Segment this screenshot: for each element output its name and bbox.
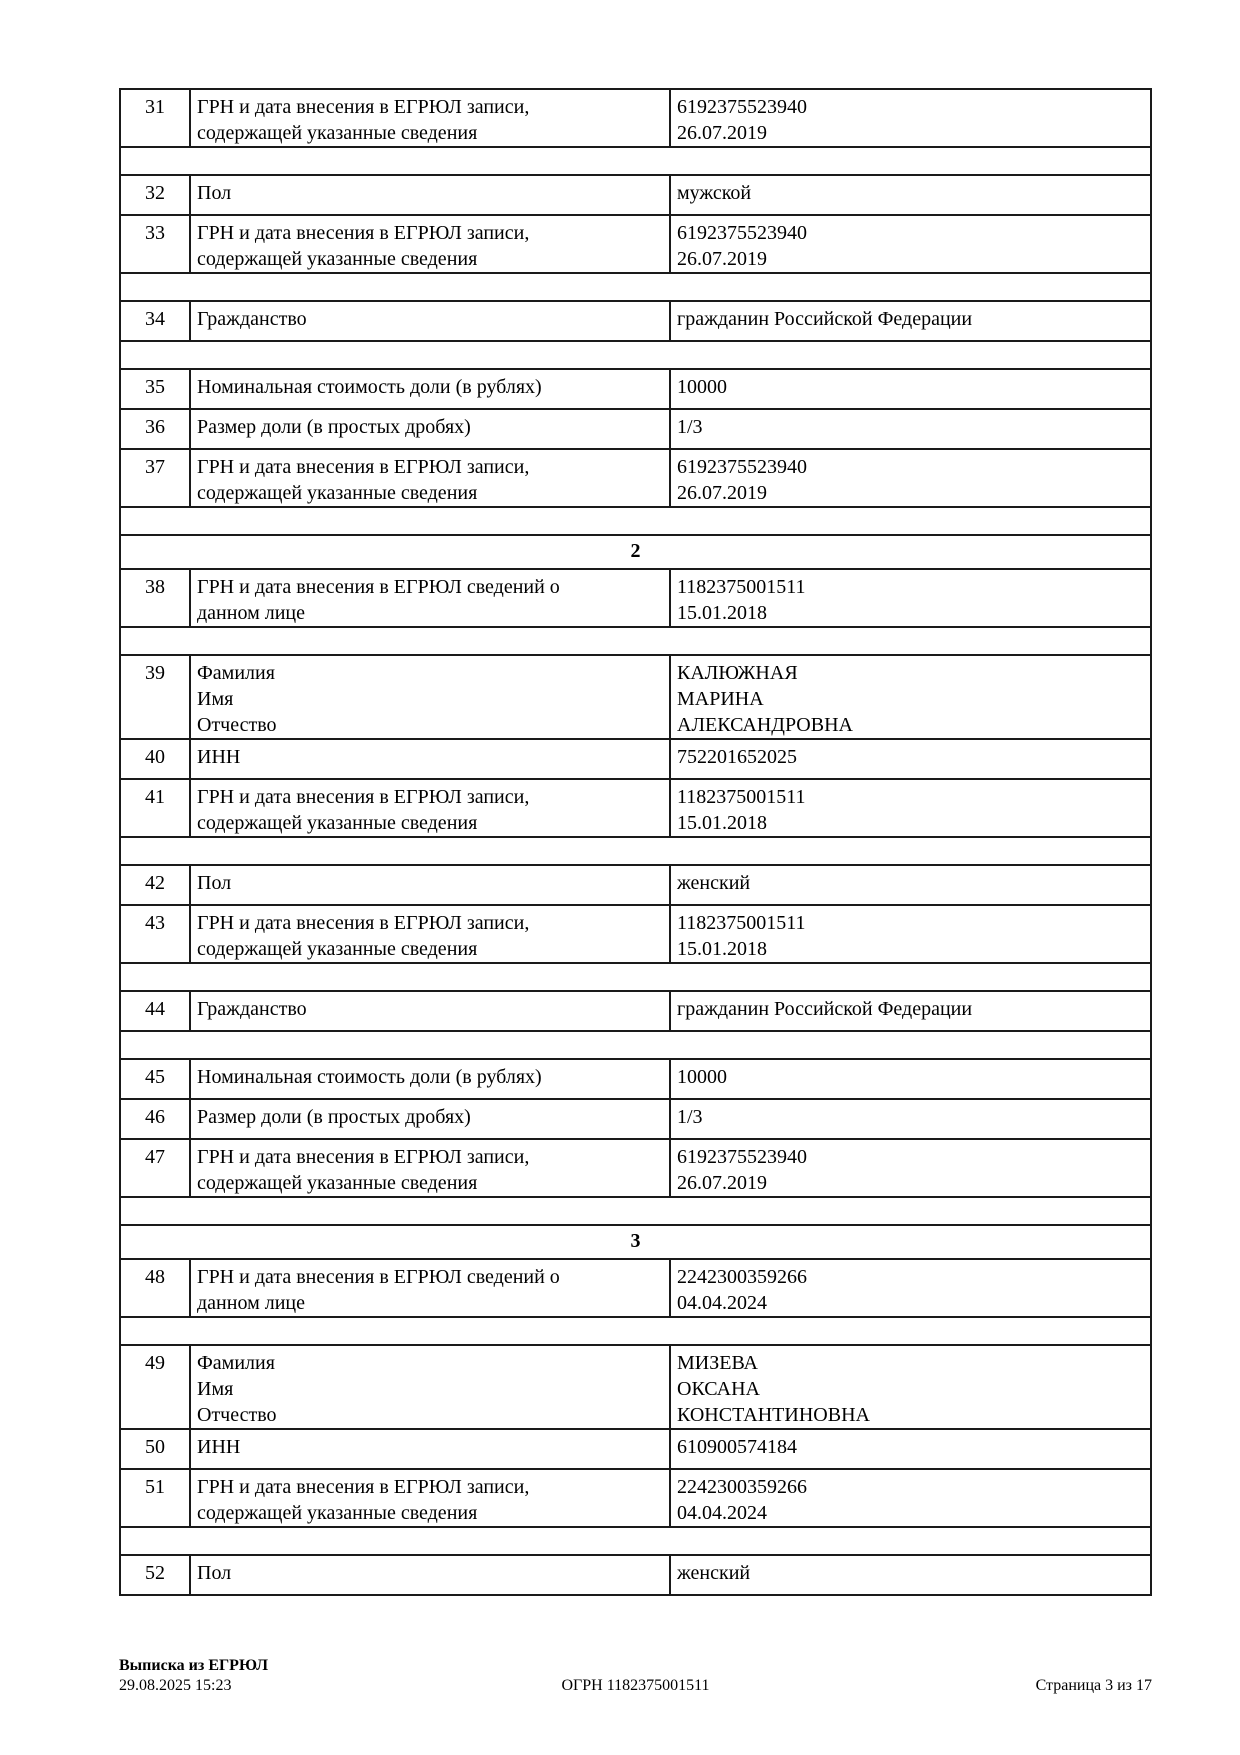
row-value-cell: 1/3 <box>669 1100 1150 1138</box>
spacer-row <box>121 508 1150 536</box>
row-value-cell: 6192375523940 26.07.2019 <box>669 216 1150 272</box>
row-number-cell: 42 <box>121 866 191 904</box>
row-value-cell: женский <box>669 1556 1150 1594</box>
row-value-cell: 10000 <box>669 370 1150 408</box>
row-number-cell: 46 <box>121 1100 191 1138</box>
row-value-cell: 10000 <box>669 1060 1150 1098</box>
row-number-cell: 41 <box>121 780 191 836</box>
row-label-cell: ГРН и дата внесения в ЕГРЮЛ сведений о данном лице <box>197 1266 560 1314</box>
table-row <box>121 1140 1150 1198</box>
table-row <box>121 302 1150 342</box>
spacer-row <box>121 964 1150 992</box>
row-number-cell: 52 <box>121 1556 191 1594</box>
table-row <box>121 410 1150 450</box>
row-number-cell: 50 <box>121 1430 191 1468</box>
table-row <box>121 866 1150 906</box>
table-row <box>121 740 1150 780</box>
row-label-cell: ИНН <box>197 746 241 768</box>
row-value-cell: гражданин Российской Федерации <box>669 302 1150 340</box>
row-value-cell: 610900574184 <box>669 1430 1150 1468</box>
row-label-cell: Пол <box>197 872 232 894</box>
spacer-row <box>121 274 1150 302</box>
table-row <box>121 1060 1150 1100</box>
row-label-cell: ГРН и дата внесения в ЕГРЮЛ записи, содержащей указанные сведения <box>197 96 530 144</box>
row-number-cell: 38 <box>121 570 191 626</box>
row-value-cell: 1182375001511 15.01.2018 <box>669 906 1150 962</box>
row-label-cell: ГРН и дата внесения в ЕГРЮЛ сведений о данном лице <box>197 576 560 624</box>
table-row <box>121 450 1150 508</box>
table-row <box>121 370 1150 410</box>
row-value-cell: 1182375001511 15.01.2018 <box>669 570 1150 626</box>
row-label-cell: ГРН и дата внесения в ЕГРЮЛ записи, содержащей указанные сведения <box>197 912 530 960</box>
footer-ogrn: ОГРН 1182375001511 <box>561 1677 710 1694</box>
row-label-cell: Гражданство <box>197 308 307 330</box>
table-row <box>121 906 1150 964</box>
spacer-row <box>121 1528 1150 1556</box>
row-number-cell: 39 <box>121 656 191 738</box>
table-row <box>121 1100 1150 1140</box>
row-number-cell: 48 <box>121 1260 191 1316</box>
spacer-row <box>121 1318 1150 1346</box>
spacer-row <box>121 628 1150 656</box>
row-number-cell: 44 <box>121 992 191 1030</box>
table-row <box>121 1346 1150 1430</box>
row-value-cell: КАЛЮЖНАЯ МАРИНА АЛЕКСАНДРОВНА <box>669 656 1150 738</box>
row-value-cell: 2242300359266 04.04.2024 <box>669 1470 1150 1526</box>
spacer-row <box>121 838 1150 866</box>
row-label-cell: ГРН и дата внесения в ЕГРЮЛ записи, содержащей указанные сведения <box>197 786 530 834</box>
row-label-cell: Пол <box>197 182 232 204</box>
row-value-cell: 752201652025 <box>669 740 1150 778</box>
row-number-cell: 51 <box>121 1470 191 1526</box>
row-number-cell: 31 <box>121 90 191 146</box>
row-value-cell: МИЗЕВА ОКСАНА КОНСТАНТИНОВНА <box>669 1346 1150 1428</box>
row-label-cell: ГРН и дата внесения в ЕГРЮЛ записи, содержащей указанные сведения <box>197 1146 530 1194</box>
table-row <box>121 216 1150 274</box>
row-label-cell: Размер доли (в простых дробях) <box>197 1106 471 1128</box>
row-label-cell: Фамилия Имя Отчество <box>197 662 277 736</box>
row-label-cell: Размер доли (в простых дробях) <box>197 416 471 438</box>
footer-page-number: Страница 3 из 17 <box>1035 1677 1152 1694</box>
table-row <box>121 1470 1150 1528</box>
row-number-cell: 37 <box>121 450 191 506</box>
row-value-cell: 6192375523940 26.07.2019 <box>669 1140 1150 1196</box>
row-label-cell: ГРН и дата внесения в ЕГРЮЛ записи, содержащей указанные сведения <box>197 1476 530 1524</box>
row-value-cell: 6192375523940 26.07.2019 <box>669 450 1150 506</box>
row-number-cell: 36 <box>121 410 191 448</box>
row-number-cell: 35 <box>121 370 191 408</box>
row-number-cell: 45 <box>121 1060 191 1098</box>
table-row <box>121 90 1150 148</box>
spacer-row <box>121 1032 1150 1060</box>
table-row <box>121 1556 1150 1596</box>
row-label-cell: Пол <box>197 1562 232 1584</box>
row-value-cell: 6192375523940 26.07.2019 <box>669 90 1150 146</box>
row-value-cell: 1182375001511 15.01.2018 <box>669 780 1150 836</box>
footer-doc-title: Выписка из ЕГРЮЛ <box>119 1657 269 1674</box>
row-label-cell: Номинальная стоимость доли (в рублях) <box>197 376 542 398</box>
table-row <box>121 570 1150 628</box>
row-value-cell: 2242300359266 04.04.2024 <box>669 1260 1150 1316</box>
row-number-cell: 34 <box>121 302 191 340</box>
egrul-table <box>119 88 1152 1596</box>
footer-datetime: 29.08.2025 15:23 <box>119 1677 232 1694</box>
row-number-cell: 32 <box>121 176 191 214</box>
table-row <box>121 1430 1150 1470</box>
row-number-cell: 43 <box>121 906 191 962</box>
table-row <box>121 1260 1150 1318</box>
row-label-cell: Фамилия Имя Отчество <box>197 1352 277 1426</box>
table-row <box>121 780 1150 838</box>
table-row <box>121 656 1150 740</box>
row-label-cell: ГРН и дата внесения в ЕГРЮЛ записи, содержащей указанные сведения <box>197 222 530 270</box>
section-header-row: 3 <box>121 1226 1150 1260</box>
row-number-cell: 33 <box>121 216 191 272</box>
row-label-cell: Номинальная стоимость доли (в рублях) <box>197 1066 542 1088</box>
spacer-row <box>121 1198 1150 1226</box>
table-row <box>121 992 1150 1032</box>
spacer-row <box>121 342 1150 370</box>
row-number-cell: 47 <box>121 1140 191 1196</box>
row-value-cell: женский <box>669 866 1150 904</box>
row-label-cell: Гражданство <box>197 998 307 1020</box>
page-footer <box>119 1654 1152 1696</box>
row-label-cell: ИНН <box>197 1436 241 1458</box>
table-row <box>121 176 1150 216</box>
row-value-cell: 1/3 <box>669 410 1150 448</box>
section-header-row: 2 <box>121 536 1150 570</box>
row-value-cell: гражданин Российской Федерации <box>669 992 1150 1030</box>
row-number-cell: 40 <box>121 740 191 778</box>
row-label-cell: ГРН и дата внесения в ЕГРЮЛ записи, содержащей указанные сведения <box>197 456 530 504</box>
row-number-cell: 49 <box>121 1346 191 1428</box>
spacer-row <box>121 148 1150 176</box>
row-value-cell: мужской <box>669 176 1150 214</box>
